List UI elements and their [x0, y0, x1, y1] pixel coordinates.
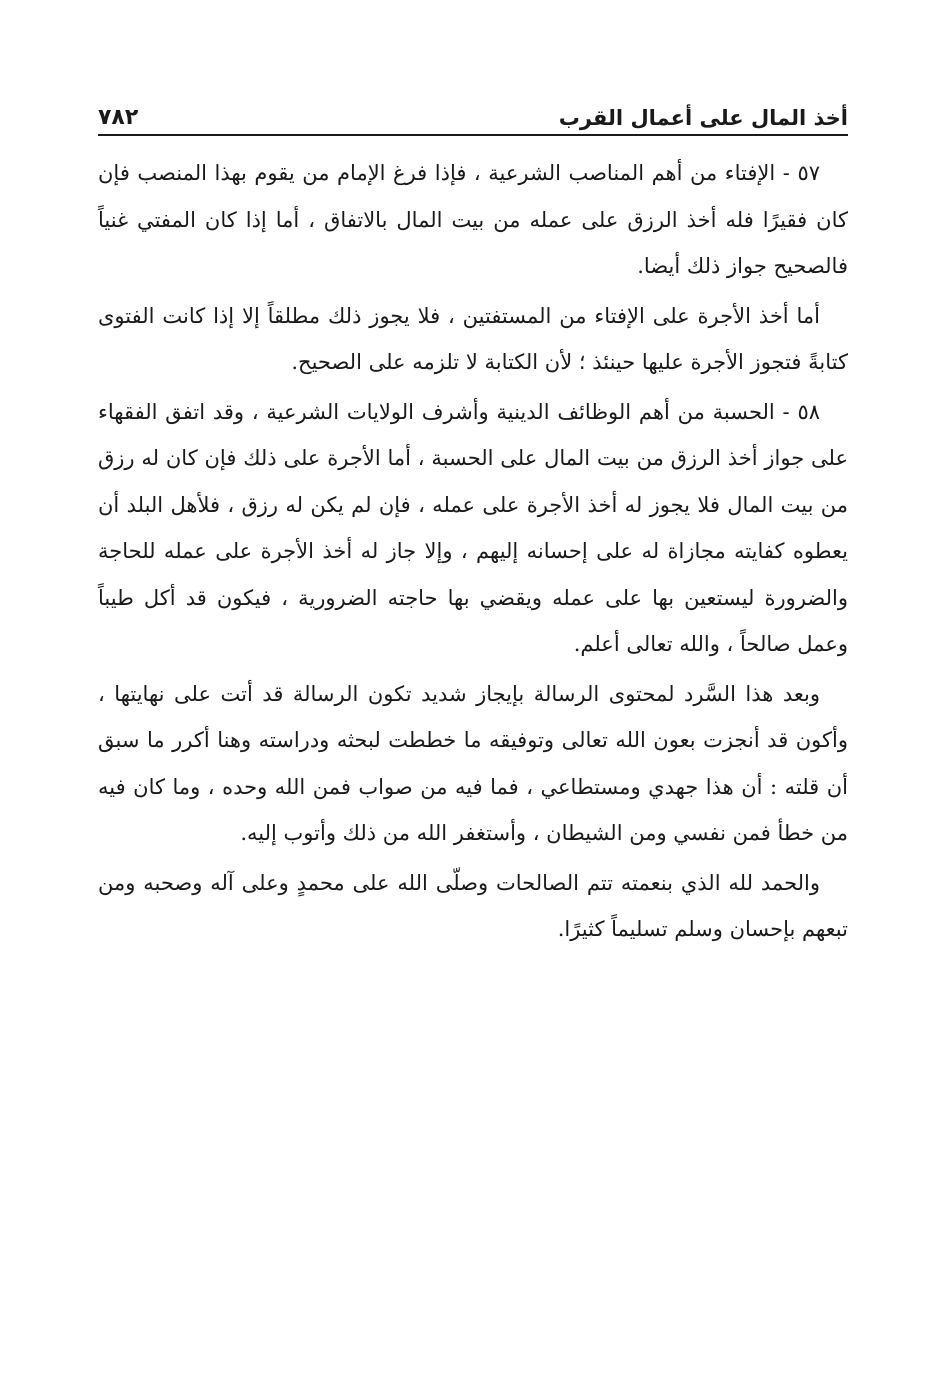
paragraph-ifta: ٥٧ - الإفتاء من أهم المناصب الشرعية ، فإذا فرغ الإمام من يقوم بهذا المنصب فإن كان فقيرًا فله أخذ الرزق على عمله من بيت المال بالاتفاق ، أما إذا كان المفتي غنياً فالصحيح جواز ذلك أيضا.	[98, 161, 848, 278]
paragraph-closing-praise: والحمد لله الذي بنعمته تتم الصالحات وصلّى الله على محمدٍ وعلى آله وصحبه ومن تبعهم بإحسان وسلم تسليماً كثيرًا.	[98, 870, 848, 941]
page-number: ٧٨٢	[98, 105, 139, 130]
book-page	[98, 98, 848, 956]
running-header	[98, 98, 848, 136]
paragraph-ifta-fee: أما أخذ الأجرة على الإفتاء من المستفتين ، فلا يجوز ذلك مطلقاً إلا إذا كانت الفتوى كتابةً فتجوز الأجرة عليها حينئذ ؛ لأن الكتابة لا تلزمه على الصحيح.	[98, 303, 848, 374]
body-text	[98, 150, 848, 953]
paragraph-hisba: ٥٨ - الحسبة من أهم الوظائف الدينية وأشرف الولايات الشرعية ، وقد اتفق الفقهاء على جواز أخذ الرزق من بيت المال على الحسبة ، أما الأجرة على ذلك فإن كان له رزق من بيت المال فلا يجوز له أخذ الأجرة على عمله ، فإن لم يكن له رزق ، فلأهل البلد أن يعطوه كفايته مجازاة له على إحسانه إليهم ، وإلا جاز له أخذ الأجرة على عمله للحاجة والضرورة ليستعين بها على عمله ويقضي بها حاجته الضرورية ، فيكون قد أكل طيباً وعمل صالحاً ، والله تعالى أعلم.	[98, 399, 848, 656]
running-title: أخذ المال على أعمال القرب	[558, 106, 848, 130]
paragraph-conclusion: وبعد هذا السَّرد لمحتوى الرسالة بإيجاز شديد تكون الرسالة قد أتت على نهايتها ، وأكون قد أنجزت بعون الله تعالى وتوفيقه ما خططت لبحثه ودراسته وهنا أكرر ما سبق أن قلته : أن هذا جهدي ومستطاعي ، فما فيه من صواب فمن الله وحده ، وما كان فيه من خطأ فمن نفسي ومن الشيطان ، وأستغفر الله من ذلك وأتوب إليه.	[98, 681, 848, 845]
